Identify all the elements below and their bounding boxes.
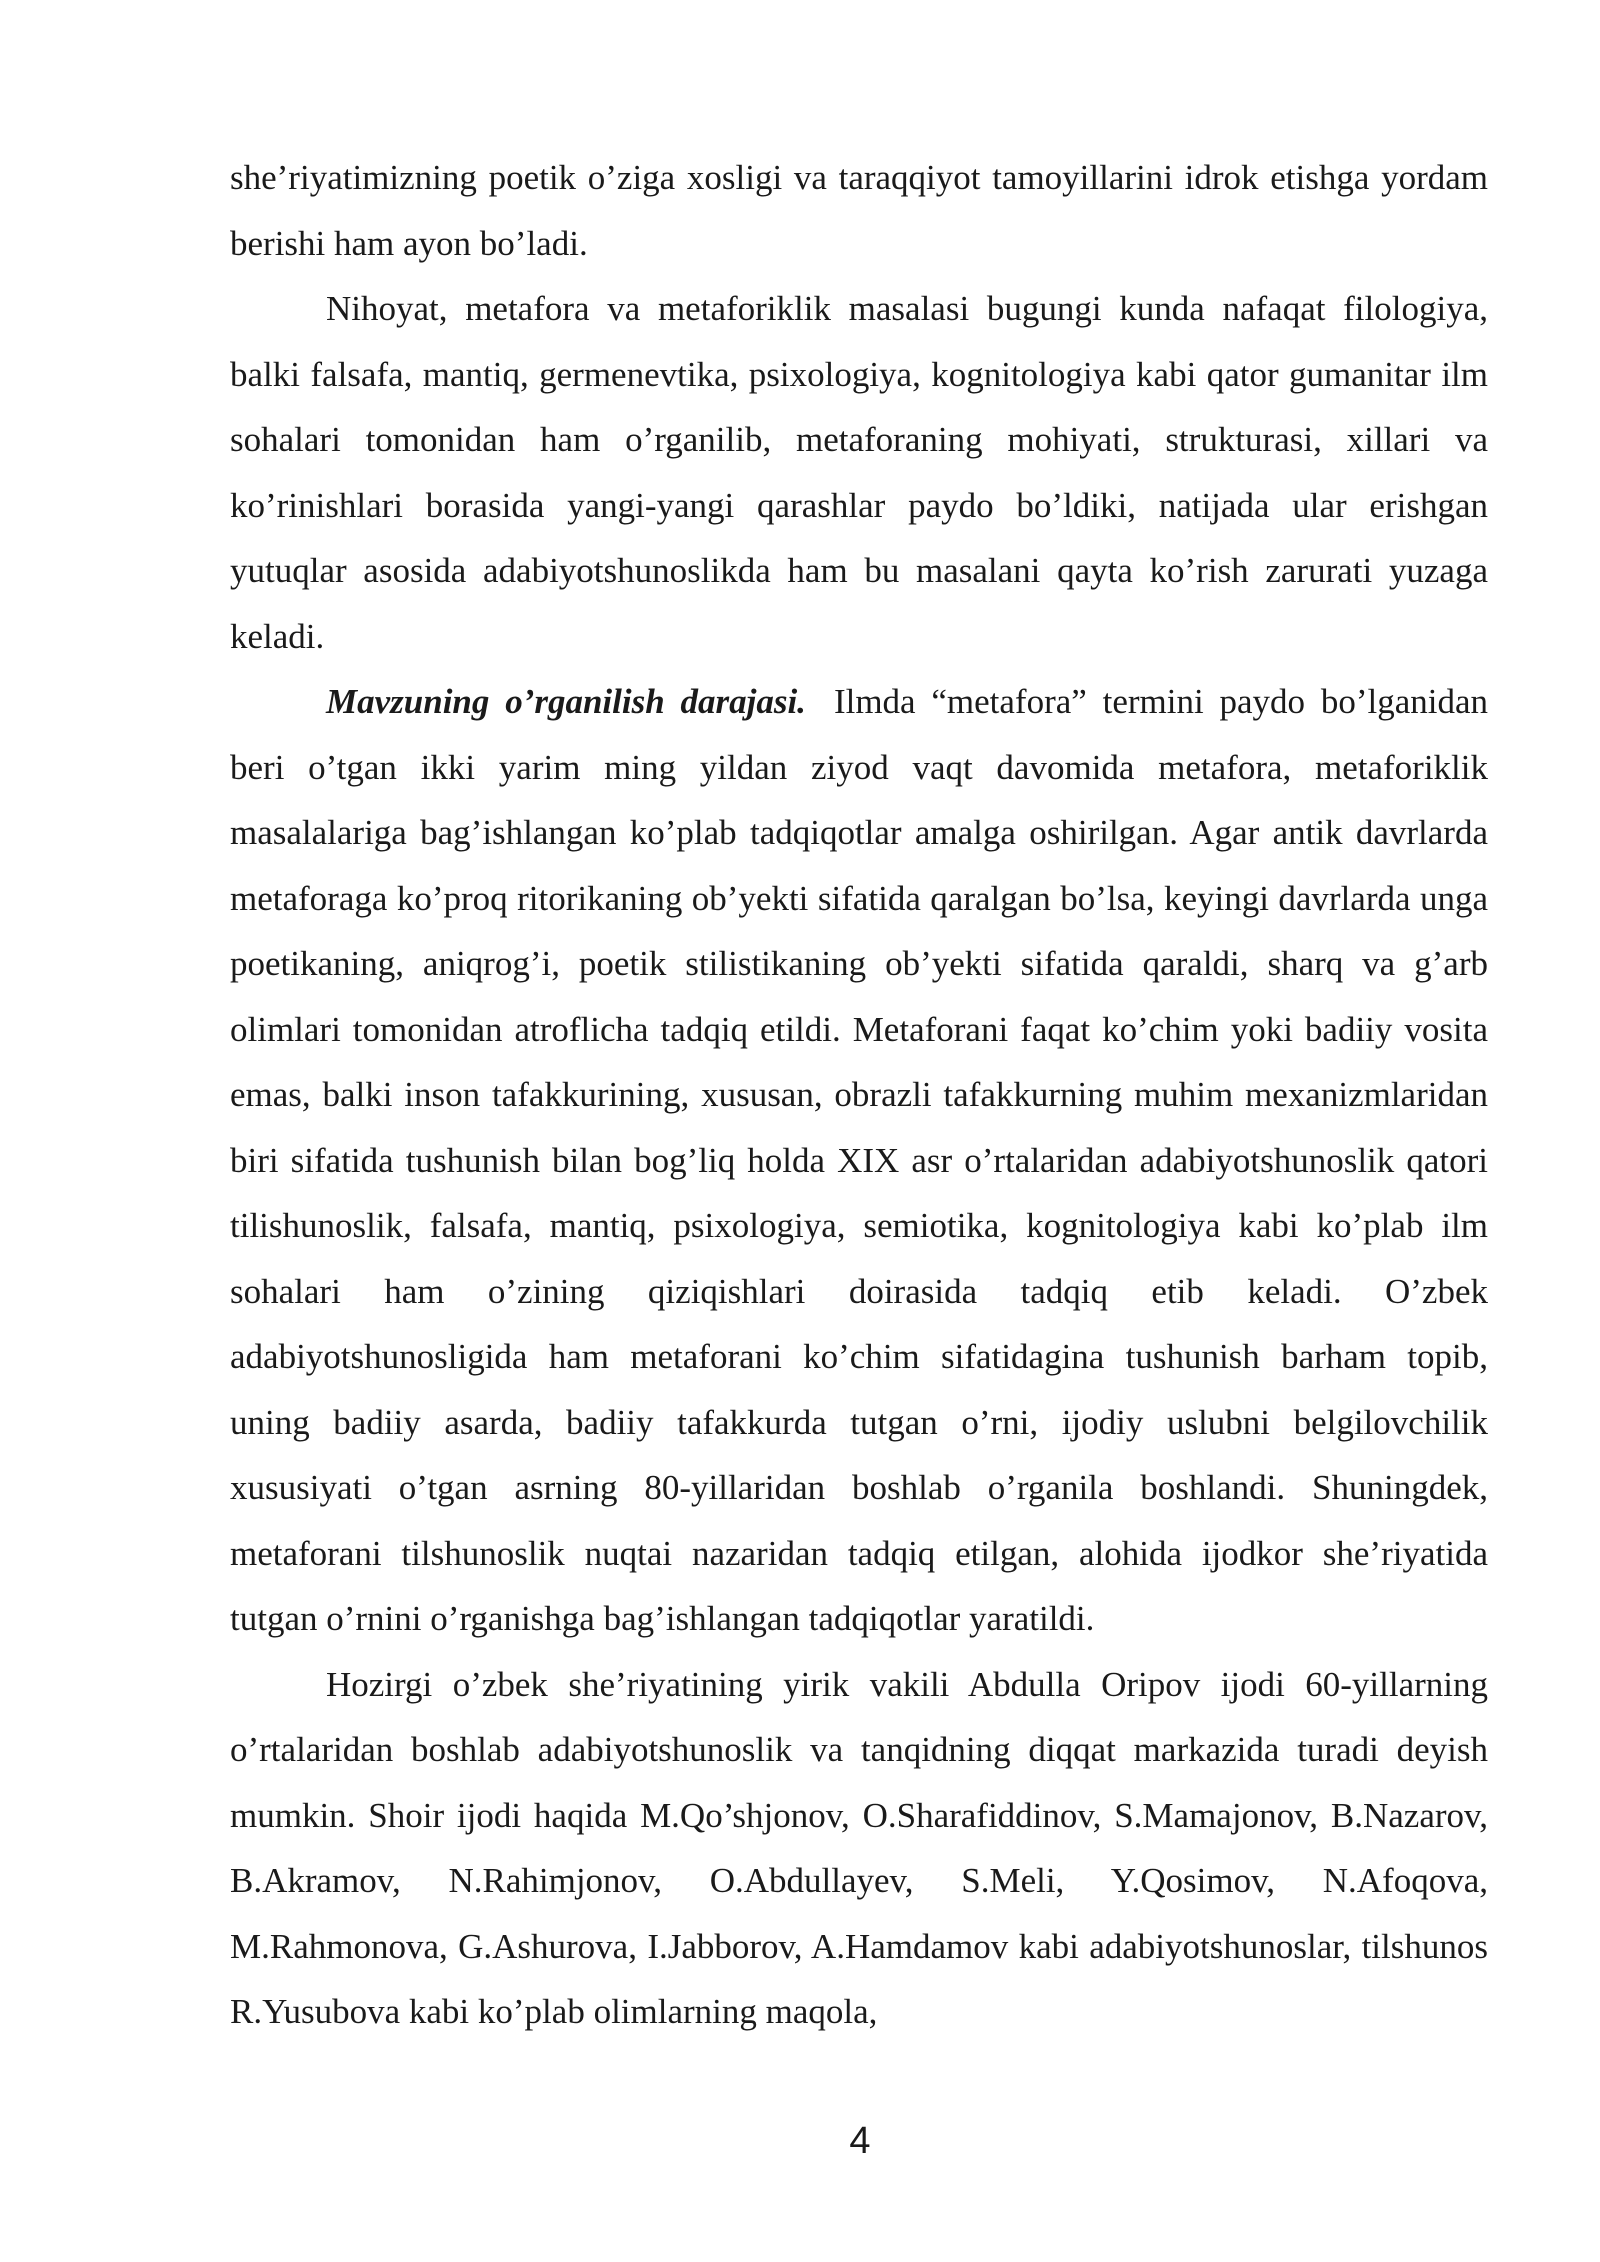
page-number: 4 (849, 2120, 871, 2162)
paragraph-nihoyat (230, 276, 1488, 669)
paragraph-text: Ilmda “metafora” termini paydo bo’lganidan beri o’tgan ikki yarim ming yildan ziyod vaqt davomida metafora, metaforiklik masalalariga bag’ishlangan ko’plab tadqiqotlar amalga oshirilgan. Agar antik davrlarda metaforaga ko’proq ritorikaning ob’yekti sifatida qaralgan bo’lsa, keyingi davrlarda unga poetikaning, aniqrog’i, poetik stilistikaning ob’yekti sifatida qaraldi, sharq va g’arb olimlari tomonidan atroflicha tadqiq etildi. Metaforani faqat ko’chim yoki badiiy vosita emas, balki inson tafakkurining, xususan, obrazli tafakkurning muhim mexanizmlaridan biri sifatida tushunish bilan bog’liq holda XIX asr o’rtalaridan adabiyotshunoslik qatori tilishunoslik, falsafa, mantiq, psixologiya, semiotika, kognitologiya kabi ko’plab ilm sohalari ham o’zining qiziqishlari doirasida tadqiq etib keladi. O’zbek adabiyotshunosligida ham metaforani ko’chim sifatidagina tushunish barham topib, uning badiiy asarda, badiiy tafakkurda tutgan o’rni, ijodiy uslubni belgilovchilik xususiyati o’tgan asrning 80-yillaridan boshlab o’rganila boshlandi. Shuningdek, metaforani tilshunoslik nuqtai nazaridan tadqiq etilgan, alohida ijodkor she’riyatida tutgan o’rnini o’rganishga bag’ishlangan tadqiqotlar yaratildi. (230, 682, 1488, 1638)
paragraph-text: Nihoyat, metafora va metaforiklik masalasi bugungi kunda nafaqat filologiya, balki falsafa, mantiq, germenevtika, psixologiya, kognitologiya kabi qator gumanitar ilm sohalari tomonidan ham o’rganilib, metaforaning mohiyati, strukturasi, xillari va ko’rinishlari borasida yangi-yangi qarashlar paydo bo’ldiki, natijada ular erishgan yutuqlar asosida adabiyotshunoslikda ham bu masalani qayta ko’rish zarurati yuzaga keladi. (230, 289, 1488, 656)
paragraph-study-level (230, 669, 1488, 1652)
paragraph-continuation (230, 145, 1488, 276)
paragraph-hozirgi (230, 1652, 1488, 2045)
paragraph-text: she’riyatimizning poetik o’ziga xosligi va taraqqiyot tamoyillarini idrok etishga yordam berishi ham ayon bo’ladi. (230, 158, 1488, 263)
section-heading: Mavzuning o’rganilish darajasi. (326, 682, 806, 721)
body-text (230, 145, 1488, 2045)
paragraph-text: Hozirgi o’zbek she’riyatining yirik vakili Abdulla Oripov ijodi 60-yillarning o’rtalaridan boshlab adabiyotshunoslik va tanqidning diqqat markazida turadi deyish mumkin. Shoir ijodi haqida M.Qo’shjonov, O.Sharafiddinov, S.Mamajonov, B.Nazarov, B.Akramov, N.Rahimjonov, O.Abdullayev, S.Meli, Y.Qosimov, N.Afoqova, M.Rahmonova, G.Ashurova, I.Jabborov, A.Hamdamov kabi adabiyotshunoslar, tilshunos R.Yusubova kabi ko’plab olimlarning maqola, (230, 1664, 1488, 2031)
